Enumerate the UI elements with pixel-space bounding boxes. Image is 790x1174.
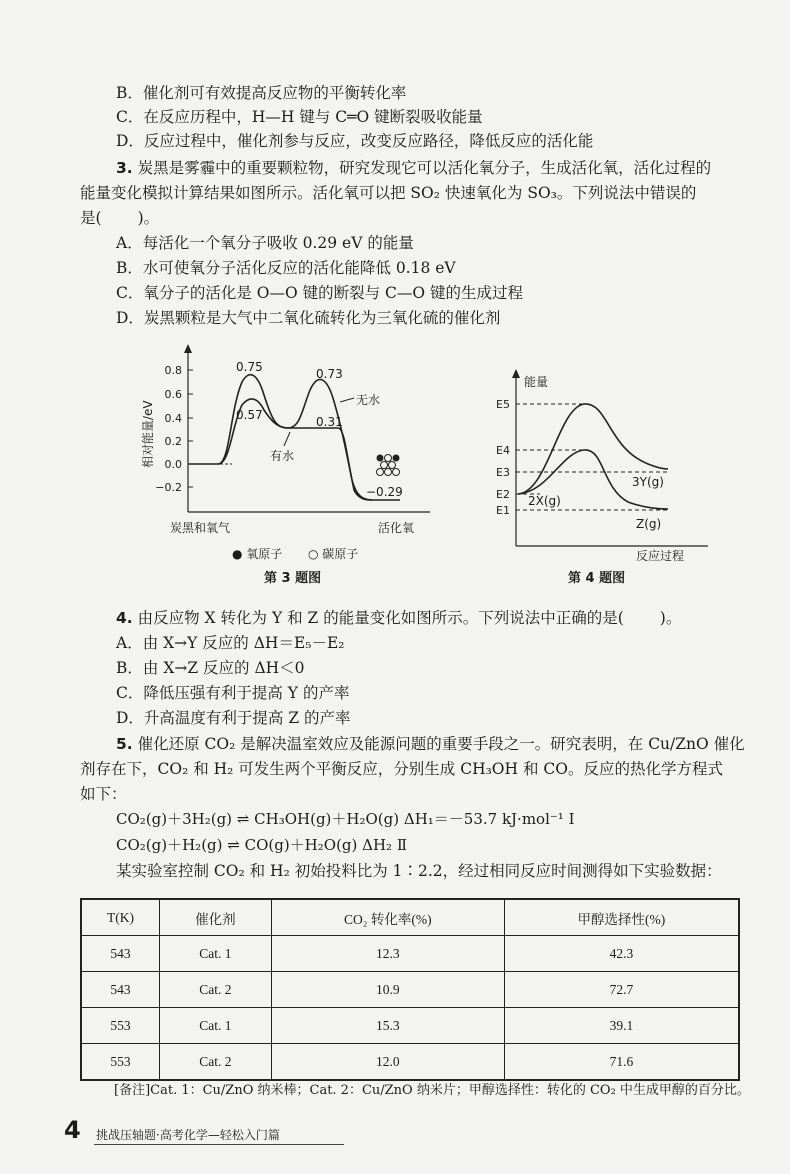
fig3-wet-pointer: [284, 432, 290, 446]
fig3-label-end: −0.29: [366, 485, 403, 499]
fig3-ytick-0.0: 0.0: [164, 458, 182, 471]
q3-stem-line2: 能量变化模拟计算结果如图所示。活化氧可以把 SO₂ 快速氧化为 SO₃。下列说法中错误的: [80, 184, 697, 202]
fig3-ytick-0.4: 0.4: [164, 412, 182, 425]
table-header-row: [81, 899, 739, 936]
fig3-ytick-0.6: 0.6: [164, 388, 182, 401]
fig3-legend-oxygen: ● 氧原子: [232, 547, 283, 561]
q5-equation-2: CO₂(g)＋H₂(g) ⇌ CO(g)＋H₂O(g) ΔH₂ Ⅱ: [116, 836, 408, 854]
fig3-xlabel-left: 炭黑和氧气: [170, 521, 231, 535]
q3-stem-text1: 炭黑是雾霾中的重要颗粒物，研究发现它可以活化氧分子，生成活化氧，活化过程的: [137, 159, 712, 177]
q2-option-c: C．在反应历程中，H—H 键与 C═O 键断裂吸收能量: [116, 108, 483, 126]
table-header-temperature: T(K): [81, 899, 159, 936]
q3-stem-post: )。: [137, 209, 160, 227]
fig4-energy-diagram: [488, 368, 718, 590]
table-header-catalyst: 催化剂: [159, 899, 271, 936]
table-cell: 42.3: [504, 936, 739, 972]
q3-option-b: B．水可使氧分子活化反应的活化能降低 0.18 eV: [116, 259, 456, 277]
q4-stem-text: 由反应物 X 转化为 Y 和 Z 的能量变化如图所示。下列说法中正确的是(: [137, 609, 624, 627]
fig3-energy-diagram: [140, 340, 460, 590]
table-cell: 71.6: [504, 1044, 739, 1081]
q3-number: 3.: [116, 159, 133, 177]
table-row: [81, 972, 739, 1008]
fig4-y-arrow: [512, 369, 520, 378]
fig4-species-y: 3Y(g): [632, 475, 664, 489]
fig4-level-e5: E5: [496, 398, 510, 411]
table-header-methanol-selectivity: 甲醇选择性(%): [504, 899, 739, 936]
book-title: 挑战压轴题·高考化学—轻松入门篇: [96, 1128, 280, 1142]
q2-option-b: B．催化剂可有效提高反应物的平衡转化率: [116, 84, 407, 102]
fig3-label-wet: 有水: [270, 449, 295, 463]
q5-line2: 剂存在下，CO₂ 和 H₂ 可发生两个平衡反应，分别生成 CH₃OH 和 CO。反应的热化学方程式: [80, 760, 723, 778]
table-cell: 39.1: [504, 1008, 739, 1044]
q5-line1-text: 催化还原 CO₂ 是解决温室效应及能源问题的重要手段之一。研究表明，在 Cu/ZnO 催化: [137, 735, 745, 753]
page-number: 4: [64, 1116, 81, 1144]
q5-equation-1: CO₂(g)＋3H₂(g) ⇌ CH₃OH(g)＋H₂O(g) ΔH₁＝－53.7 kJ·mol⁻¹ Ⅰ: [116, 810, 575, 828]
table-cell: Cat. 2: [159, 1044, 271, 1081]
fig3-ytick-0.8: 0.8: [164, 364, 182, 377]
q4-option-c: C．降低压强有利于提高 Y 的产率: [116, 684, 350, 702]
fig3-dry-pointer: [340, 398, 354, 402]
fig3-label-peak1-dry: 0.75: [236, 360, 263, 374]
fig3-label-peak2-wet: 0.31: [316, 415, 343, 429]
fig4-xlabel: 反应过程: [636, 549, 685, 563]
table-cell: 10.9: [271, 972, 504, 1008]
table-cell: 543: [81, 936, 159, 972]
table-row: [81, 1044, 739, 1081]
q2-option-d: D．反应过程中，催化剂参与反应，改变反应路径，降低反应的活化能: [116, 132, 594, 150]
table-cell: 553: [81, 1044, 159, 1081]
q3-option-c: C．氧分子的活化是 O—O 键的断裂与 C—O 键的生成过程: [116, 284, 524, 302]
fig3-label-peak1-wet: 0.57: [236, 408, 263, 422]
fig4-level-e1: E1: [496, 504, 510, 517]
fig3-xlabel-right: 活化氧: [378, 521, 415, 535]
fig4-caption: 第 4 题图: [568, 571, 626, 586]
table-cell: 553: [81, 1008, 159, 1044]
table-cell: 72.7: [504, 972, 739, 1008]
table-note: [备注]Cat. 1：Cu/ZnO 纳米棒；Cat. 2：Cu/ZnO 纳米片；甲醇选择性：转化的 CO₂ 中生成甲醇的百分比。: [114, 1083, 750, 1098]
q4-option-b: B．由 X→Z 反应的 ΔH＜0: [116, 659, 305, 677]
fig3-label-dry: 无水: [356, 393, 381, 407]
fig3-molecule-icon: [377, 455, 400, 476]
fig3-label-peak2-dry: 0.73: [316, 367, 343, 381]
table-row: [81, 936, 739, 972]
table-row: [81, 1008, 739, 1044]
fig3-legend-carbon: ○ 碳原子: [308, 547, 359, 561]
q4-stem-end: )。: [659, 609, 682, 627]
fig4-level-e2: E2: [496, 488, 510, 501]
q4-option-a: A．由 X→Y 反应的 ΔH＝E₅－E₂: [116, 634, 345, 652]
fig4-level-e4: E4: [496, 444, 510, 457]
q5-line4: 某实验室控制 CO₂ 和 H₂ 初始投料比为 1∶2.2，经过相同反应时间测得如下实验数据：: [116, 862, 722, 880]
experiment-data-table: [80, 898, 740, 1081]
fig3-ytick-0.2: 0.2: [164, 435, 182, 448]
q3-stem-line3: [80, 207, 159, 229]
q3-option-a: A．每活化一个氧分子吸收 0.29 eV 的能量: [116, 234, 414, 252]
q5-line1: [116, 733, 745, 755]
fig3-ylabel: 相对能量/eV: [141, 400, 155, 468]
table-cell: Cat. 2: [159, 972, 271, 1008]
q3-stem-line1: [116, 157, 711, 179]
q4-option-d: D．升高温度有利于提高 Z 的产率: [116, 709, 351, 727]
table-header-co2-conversion: CO₂ 转化率(%): [271, 899, 504, 936]
footer-rule: [94, 1144, 344, 1145]
fig4-species-z: Z(g): [636, 517, 662, 531]
table-cell: 15.3: [271, 1008, 504, 1044]
table-cell: Cat. 1: [159, 1008, 271, 1044]
table-cell: 543: [81, 972, 159, 1008]
table-cell: 12.0: [271, 1044, 504, 1081]
fig4-ylabel: 能量: [524, 375, 549, 389]
q3-stem-pre: 是(: [80, 209, 102, 227]
fig4-species-x: 2X(g): [528, 494, 561, 508]
fig3-ticks: [188, 370, 193, 487]
table-cell: Cat. 1: [159, 936, 271, 972]
q4-number: 4.: [116, 609, 133, 627]
q5-line3: 如下：: [80, 785, 127, 803]
q4-stem: [116, 607, 681, 629]
q3-option-d: D．炭黑颗粒是大气中二氧化硫转化为三氧化硫的催化剂: [116, 309, 501, 327]
fig3-ytick-neg0.2: −0.2: [155, 481, 182, 494]
fig3-caption: 第 3 题图: [264, 571, 322, 586]
fig4-level-e3: E3: [496, 466, 510, 479]
fig3-y-arrow: [184, 344, 192, 353]
table-cell: 12.3: [271, 936, 504, 972]
q5-number: 5.: [116, 735, 133, 753]
